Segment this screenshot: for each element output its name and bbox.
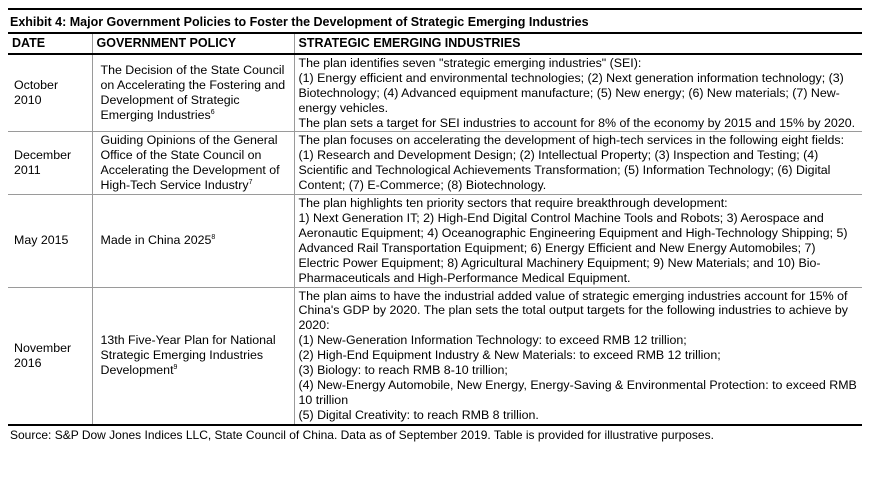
table-row bbox=[8, 132, 862, 195]
exhibit-title: Exhibit 4: Major Government Policies to Foster the Development of Strategic Emerging Industries bbox=[8, 8, 862, 32]
row-date: December 2011 bbox=[8, 132, 92, 195]
industries-line: (3) Biology: to reach RMB 8-10 trillion; bbox=[298, 363, 508, 378]
industries-line: The plan focuses on accelerating the development of high-tech services in the following eight fields: bbox=[298, 133, 845, 148]
row-industries bbox=[294, 195, 862, 287]
header-policy: GOVERNMENT POLICY bbox=[92, 33, 294, 54]
footnote-marker: 6 bbox=[210, 108, 215, 116]
footnote-marker: 9 bbox=[173, 363, 178, 371]
source-note: Source: S&P Dow Jones Indices LLC, State Council of China. Data as of September 2019. Table is provided for illustrative purposes. bbox=[10, 427, 714, 442]
policy-name: Guiding Opinions of the General Office of the State Council on Accelerating the Development of High-Tech Service Industry bbox=[100, 133, 280, 193]
header-industries: STRATEGIC EMERGING INDUSTRIES bbox=[294, 33, 862, 54]
industries-line: (5) Digital Creativity: to reach RMB 8 trillion. bbox=[298, 407, 539, 422]
policy-name: Made in China 2025 bbox=[100, 233, 212, 248]
header-date: DATE bbox=[8, 33, 92, 54]
footnote-marker: 8 bbox=[211, 234, 216, 242]
industries-line: 1) Next Generation IT; 2) High-End Digital Control Machine Tools and Robots; 3) Aerospace and Aeronautic Equipment; 4) Oceanographic Engineering Equipment and High-Technology Shipping; 5) Advanced Rail Transportation Equipment; 6) Energy Efficient and New Energy Automobiles; 7) Electric Power Equipment; 8) Agricultural Machinery Equipment; 9) New Materials; and 10) Bio-Pharmaceuticals and High-Performance Medical Equipment. bbox=[298, 210, 848, 285]
row-industries bbox=[294, 132, 862, 195]
industries-line: The plan highlights ten priority sectors that require breakthrough development: bbox=[298, 196, 728, 211]
row-policy bbox=[92, 54, 294, 132]
industries-line: (4) New-Energy Automobile, New Energy, Energy-Saving & Environmental Protection: to exceed RMB 10 trillion bbox=[298, 377, 857, 407]
row-policy bbox=[92, 132, 294, 195]
exhibit bbox=[8, 8, 862, 443]
row-industries bbox=[294, 54, 862, 132]
industries-line: The plan identifies seven "strategic emerging industries" (SEI): bbox=[298, 55, 642, 70]
table-row bbox=[8, 287, 862, 425]
row-date: May 2015 bbox=[8, 195, 92, 287]
table-row bbox=[8, 195, 862, 287]
industries-line: The plan sets a target for SEI industries to account for 8% of the economy by 2015 and 15% by 2020. bbox=[298, 115, 856, 130]
table-row bbox=[8, 54, 862, 132]
row-date: October 2010 bbox=[8, 54, 92, 132]
industries-line: (1) New-Generation Information Technology: to exceed RMB 12 trillion; bbox=[298, 333, 687, 348]
industries-line: (2) High-End Equipment Industry & New Materials: to exceed RMB 12 trillion; bbox=[298, 348, 721, 363]
industries-line: (1) Research and Development Design; (2) Intellectual Property; (3) Inspection and Testing; (4) Scientific and Technological Achievements Transformation; (5) Information Technology; (6) Digital Content; (7) E-Commerce; (8) Biotechnology. bbox=[298, 148, 831, 193]
policy-table bbox=[8, 32, 862, 426]
footnote-marker: 7 bbox=[248, 179, 253, 187]
row-industries bbox=[294, 287, 862, 425]
industries-line: (1) Energy efficient and environmental technologies; (2) Next generation information technology; (3) Biotechnology; (4) Advanced equipment manufacture; (5) New energy; (6) New materials; (7) New-energy vehicles. bbox=[298, 70, 844, 115]
policy-name: The Decision of the State Council on Accelerating the Fostering and Development of Strategic Emerging Industries bbox=[100, 63, 286, 123]
policy-name: 13th Five-Year Plan for National Strategic Emerging Industries Development bbox=[100, 333, 276, 378]
industries-line: The plan aims to have the industrial added value of strategic emerging industries account for 15% of China's GDP by 2020. The plan sets the total output targets for the following industries to achieve by 2020: bbox=[298, 288, 848, 333]
row-policy bbox=[92, 195, 294, 287]
row-policy bbox=[92, 287, 294, 425]
table-header-row bbox=[8, 33, 862, 54]
row-date: November 2016 bbox=[8, 287, 92, 425]
